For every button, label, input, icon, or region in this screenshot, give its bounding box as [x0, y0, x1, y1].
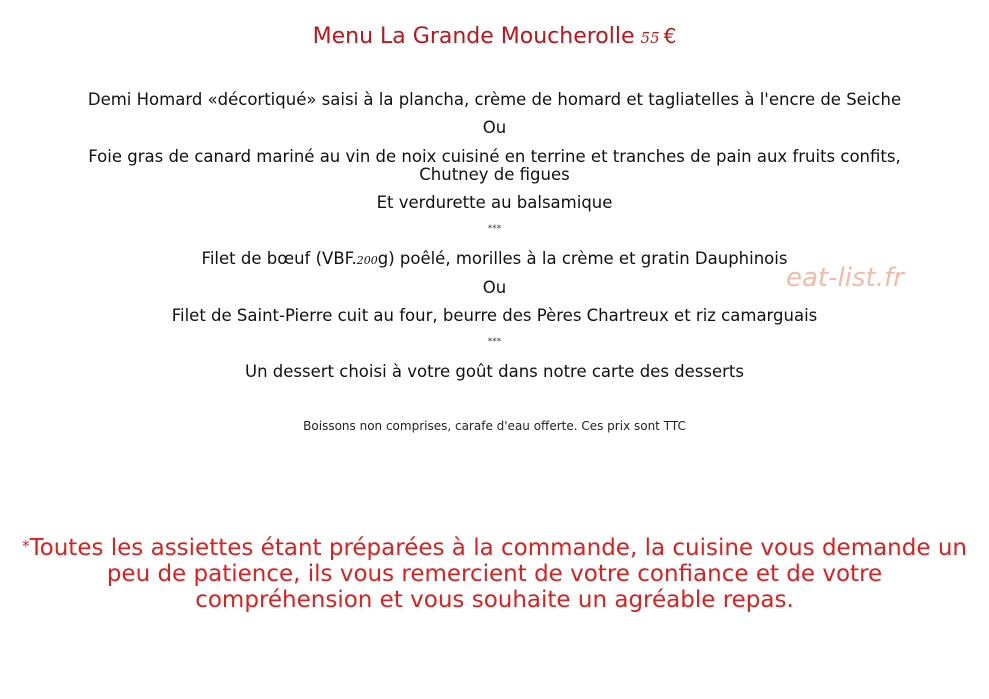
starter-option-2-line-3: Et verdurette au balsamique [376, 193, 613, 212]
main-option-2: Filet de Saint-Pierre cuit au four, beurre des Pères Chartreux et riz camarguais [171, 306, 818, 325]
course-separator-1: *** [487, 224, 502, 234]
kitchen-notice [20, 533, 969, 613]
dessert-option: Un dessert choisi à votre goût dans notre carte des desserts [245, 362, 744, 381]
drinks-note: Boissons non comprises, carafe d'eau offerte. Ces prix sont TTC [303, 419, 686, 433]
or-divider-1: Ou [482, 118, 507, 137]
main-option-1-weight: 200 [356, 254, 378, 267]
main-option-1-text-a: Filet de bœuf (VBF. [201, 249, 357, 268]
starter-option-1: Demi Homard «décortiqué» saisi à la plancha, crème de homard et tagliatelles à l'encre de Seiche [87, 90, 902, 109]
main-option-1-text-b: g) poêlé, morilles à la crème et gratin Dauphinois [377, 249, 788, 268]
watermark-logo: eat-list.fr [786, 263, 904, 293]
course-separator-2: *** [487, 337, 502, 347]
starter-option-2-line-2: Chutney de figues [419, 165, 570, 184]
menu-price-currency: € [663, 24, 677, 48]
or-divider-2: Ou [482, 278, 507, 297]
menu-price: 55 [640, 29, 660, 47]
notice-text: Toutes les assiettes étant préparées à la commande, la cuisine vous demande un peu de patience, ils vous remercient de votre confiance et de votre compréhension et vous souhaite un agréable repas. [29, 535, 967, 613]
menu-title [0, 24, 989, 49]
menu-title-text: Menu La Grande Moucherolle [312, 24, 635, 49]
starter-option-2-line-1: Foie gras de canard mariné au vin de noix cuisiné en terrine et tranches de pain aux fruits confits, [88, 147, 901, 166]
notice-asterisk: * [22, 537, 30, 555]
